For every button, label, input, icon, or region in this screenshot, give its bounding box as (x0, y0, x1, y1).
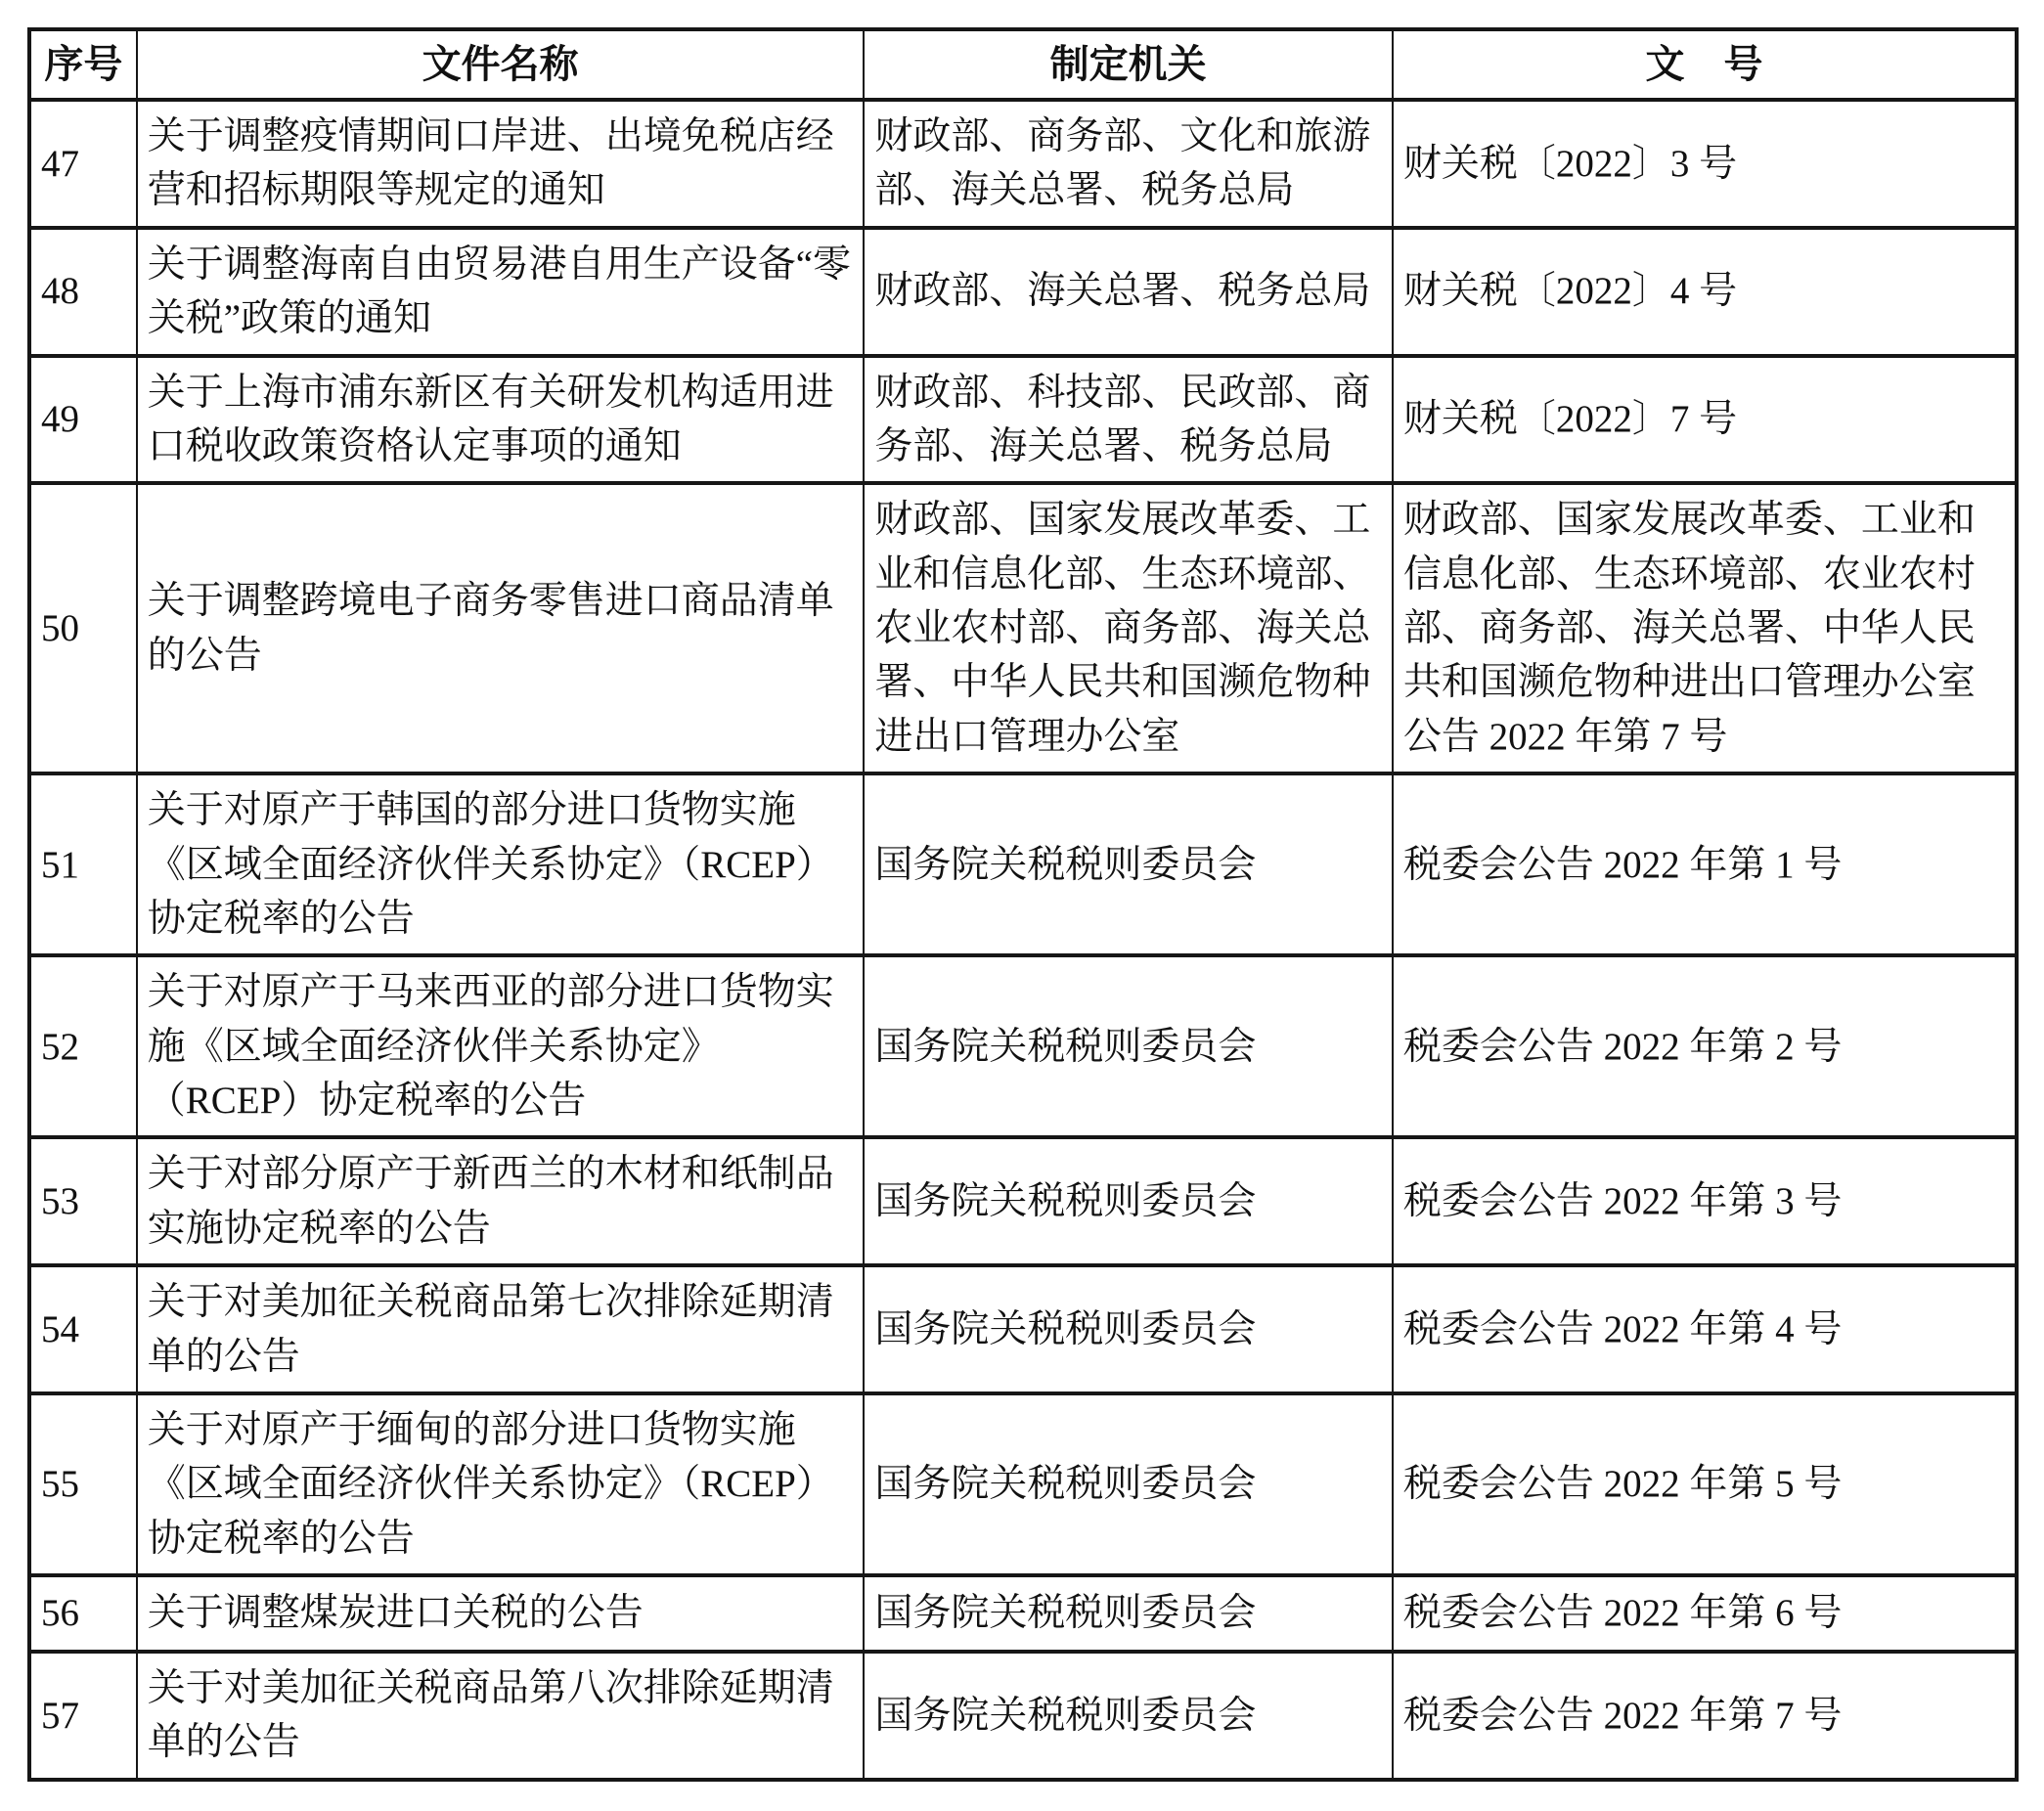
table-header (29, 29, 2017, 100)
table-body (29, 100, 2017, 1780)
row-serial: 53 (29, 1137, 137, 1265)
table-row (29, 773, 2017, 955)
table-row (29, 228, 2017, 356)
row-doc-number: 财关税〔2022〕4 号 (1393, 228, 2017, 356)
row-serial: 48 (29, 228, 137, 356)
row-doc-name: 关于对原产于韩国的部分进口货物实施《区域全面经济伙伴关系协定》（RCEP）协定税率的公告 (137, 773, 865, 955)
table-row (29, 356, 2017, 484)
row-doc-number: 税委会公告 2022 年第 5 号 (1393, 1393, 2017, 1575)
row-authority: 国务院关税税则委员会 (864, 1393, 1393, 1575)
row-serial: 56 (29, 1575, 137, 1652)
row-doc-number: 财关税〔2022〕7 号 (1393, 356, 2017, 484)
header-serial: 序号 (29, 29, 137, 100)
row-serial: 54 (29, 1265, 137, 1393)
row-doc-name: 关于上海市浦东新区有关研发机构适用进口税收政策资格认定事项的通知 (137, 356, 865, 484)
row-doc-name: 关于调整海南自由贸易港自用生产设备“零关税”政策的通知 (137, 228, 865, 356)
row-serial: 52 (29, 955, 137, 1137)
table-row (29, 1652, 2017, 1780)
row-serial: 49 (29, 356, 137, 484)
row-doc-name: 关于调整疫情期间口岸进、出境免税店经营和招标期限等规定的通知 (137, 100, 865, 228)
row-serial: 47 (29, 100, 137, 228)
row-serial: 55 (29, 1393, 137, 1575)
row-authority: 国务院关税税则委员会 (864, 1575, 1393, 1652)
row-doc-number: 税委会公告 2022 年第 2 号 (1393, 955, 2017, 1137)
table-row (29, 1137, 2017, 1265)
header-authority: 制定机关 (864, 29, 1393, 100)
header-row (29, 29, 2017, 100)
row-authority: 财政部、科技部、民政部、商务部、海关总署、税务总局 (864, 356, 1393, 484)
table-row (29, 1393, 2017, 1575)
table-row (29, 955, 2017, 1137)
row-doc-name: 关于对美加征关税商品第七次排除延期清单的公告 (137, 1265, 865, 1393)
row-authority: 国务院关税税则委员会 (864, 955, 1393, 1137)
table-row (29, 1575, 2017, 1652)
row-doc-number: 税委会公告 2022 年第 4 号 (1393, 1265, 2017, 1393)
row-authority: 国务院关税税则委员会 (864, 1265, 1393, 1393)
table-row (29, 100, 2017, 228)
table-row (29, 483, 2017, 773)
row-serial: 50 (29, 483, 137, 773)
row-doc-name: 关于调整煤炭进口关税的公告 (137, 1575, 865, 1652)
header-doc-number: 文 号 (1393, 29, 2017, 100)
regulation-list-table (27, 27, 2019, 1782)
row-doc-number: 税委会公告 2022 年第 7 号 (1393, 1652, 2017, 1780)
row-doc-name: 关于对原产于缅甸的部分进口货物实施《区域全面经济伙伴关系协定》（RCEP）协定税率的公告 (137, 1393, 865, 1575)
row-serial: 57 (29, 1652, 137, 1780)
row-doc-name: 关于对美加征关税商品第八次排除延期清单的公告 (137, 1652, 865, 1780)
row-doc-name: 关于对原产于马来西亚的部分进口货物实施《区域全面经济伙伴关系协定》（RCEP）协定税率的公告 (137, 955, 865, 1137)
row-authority: 国务院关税税则委员会 (864, 773, 1393, 955)
row-doc-number: 税委会公告 2022 年第 6 号 (1393, 1575, 2017, 1652)
row-authority: 财政部、海关总署、税务总局 (864, 228, 1393, 356)
row-authority: 财政部、国家发展改革委、工业和信息化部、生态环境部、农业农村部、商务部、海关总署、中华人民共和国濒危物种进出口管理办公室 (864, 483, 1393, 773)
row-doc-number: 税委会公告 2022 年第 1 号 (1393, 773, 2017, 955)
row-authority: 国务院关税税则委员会 (864, 1137, 1393, 1265)
row-doc-number: 财关税〔2022〕3 号 (1393, 100, 2017, 228)
row-doc-number: 财政部、国家发展改革委、工业和信息化部、生态环境部、农业农村部、商务部、海关总署、中华人民共和国濒危物种进出口管理办公室公告 2022 年第 7 号 (1393, 483, 2017, 773)
row-serial: 51 (29, 773, 137, 955)
row-doc-name: 关于调整跨境电子商务零售进口商品清单的公告 (137, 483, 865, 773)
row-doc-name: 关于对部分原产于新西兰的木材和纸制品实施协定税率的公告 (137, 1137, 865, 1265)
row-authority: 财政部、商务部、文化和旅游部、海关总署、税务总局 (864, 100, 1393, 228)
table-row (29, 1265, 2017, 1393)
row-authority: 国务院关税税则委员会 (864, 1652, 1393, 1780)
header-doc-name: 文件名称 (137, 29, 865, 100)
row-doc-number: 税委会公告 2022 年第 3 号 (1393, 1137, 2017, 1265)
